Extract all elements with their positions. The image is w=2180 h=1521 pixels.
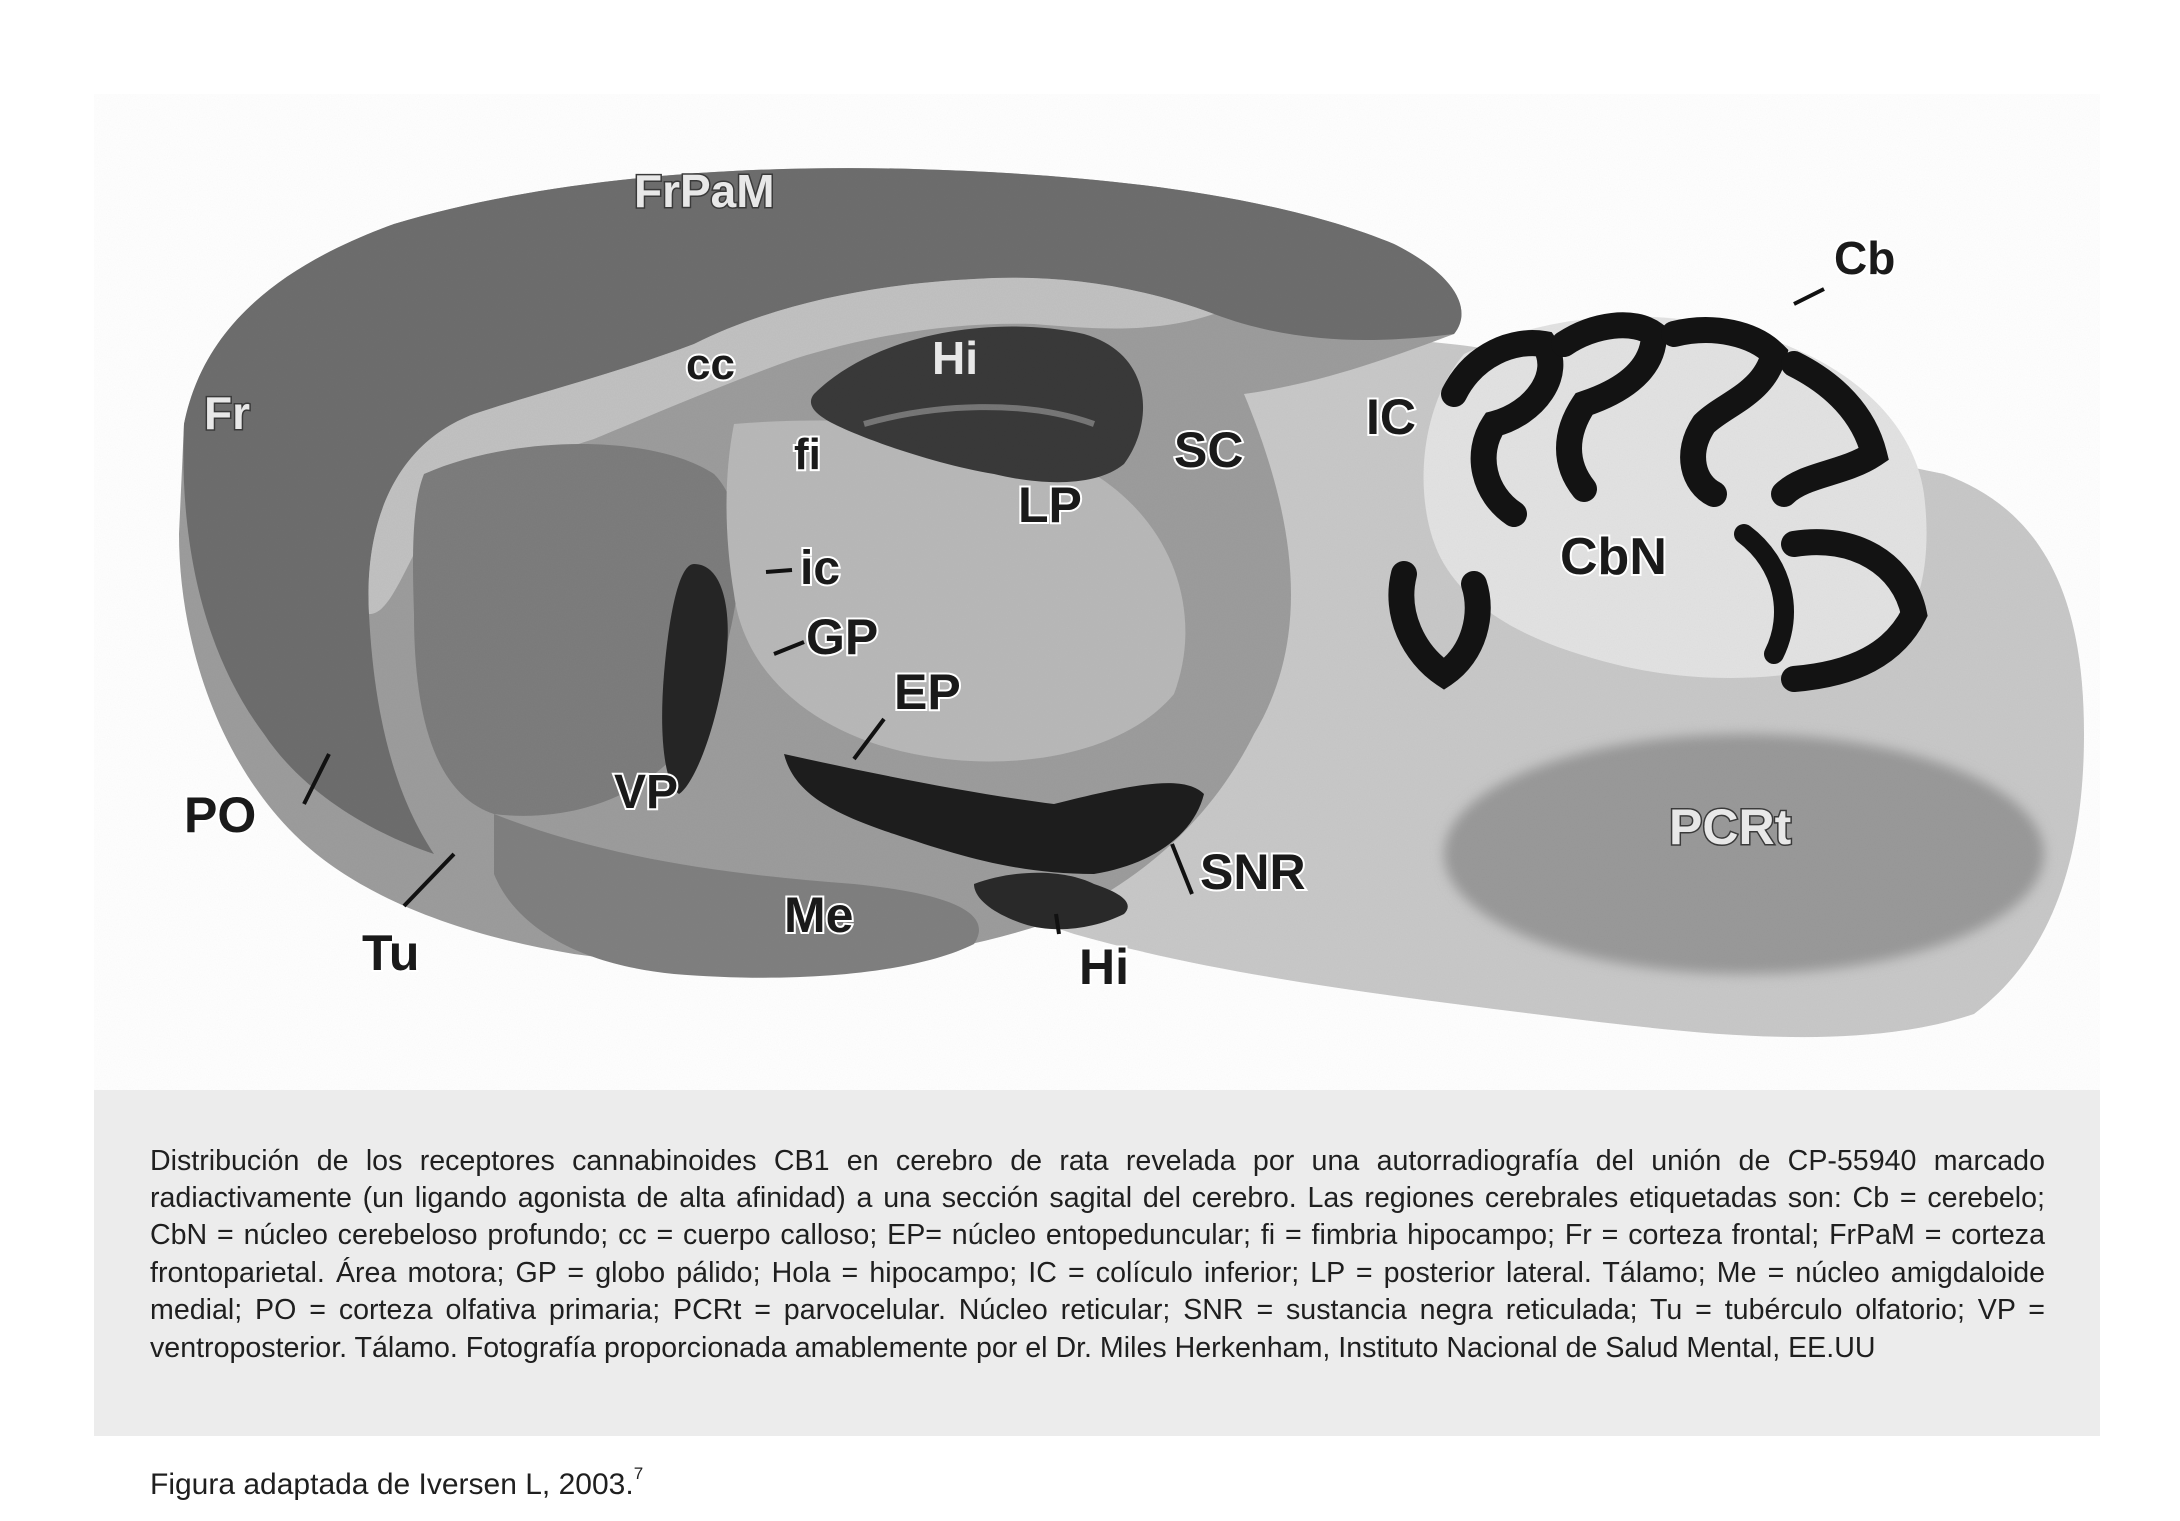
label-hi-bottom: Hi <box>1079 939 1129 995</box>
source-reference: 7 <box>633 1464 644 1483</box>
label-sc: SC <box>1174 422 1244 478</box>
brain-autoradiograph <box>94 94 2100 1090</box>
label-pcrt: PCRt <box>1669 799 1792 855</box>
ic-leader <box>766 570 792 572</box>
label-fr: Fr <box>204 387 250 439</box>
label-ep: EP <box>894 664 961 720</box>
label-gp: GP <box>806 609 879 665</box>
label-fi: fi <box>794 430 821 479</box>
label-cc: cc <box>686 340 735 389</box>
label-tu: Tu <box>362 925 420 981</box>
figure-source <box>150 1464 644 1502</box>
label-snr: SNR <box>1200 844 1306 900</box>
label-cbn: CbN <box>1560 528 1667 586</box>
figure-caption: Distribución de los receptores cannabinoides CB1 en cerebro de rata revelada por una autorradiografía del unión de CP-55940 marcado radiactivamente (un ligando agonista de alta afinidad) a una sección sagital del cerebro. Las regiones cerebrales etiquetadas son: Cb = cerebelo; CbN = núcleo cerebeloso profundo; cc = cuerpo calloso; EP= núcleo entopeduncular; fi = fimbria hipocampo; Fr = corteza frontal; FrPaM = corteza frontoparietal. Área motora; GP = globo pálido; Hola = hipocampo; IC = colículo inferior; LP = posterior lateral. Tálamo; Me = núcleo amigdaloide medial; PO = corteza olfativa primaria; PCRt = parvocelular. Núcleo reticular; SNR = sustancia negra reticulada; Tu = tubérculo olfatorio; VP = ventroposterior. Tálamo. Fotografía proporcionada amablemente por el Dr. Miles Herkenham, Instituto Nacional de Salud Mental, EE.UU <box>150 1144 2045 1364</box>
label-po: PO <box>184 787 257 843</box>
label-cb: Cb <box>1834 232 1896 284</box>
label-ic-lower: ic <box>800 542 841 595</box>
source-text: Figura adaptada de Iversen L, 2003. <box>150 1468 634 1501</box>
label-lp: LP <box>1018 477 1082 533</box>
label-hi-top: Hi <box>932 332 978 384</box>
label-ic-upper: IC <box>1366 389 1416 445</box>
label-vp: VP <box>614 766 679 819</box>
label-me: Me <box>784 887 854 943</box>
label-frpam: FrPaM <box>634 165 775 217</box>
brain-section-drawing <box>94 94 2100 1090</box>
